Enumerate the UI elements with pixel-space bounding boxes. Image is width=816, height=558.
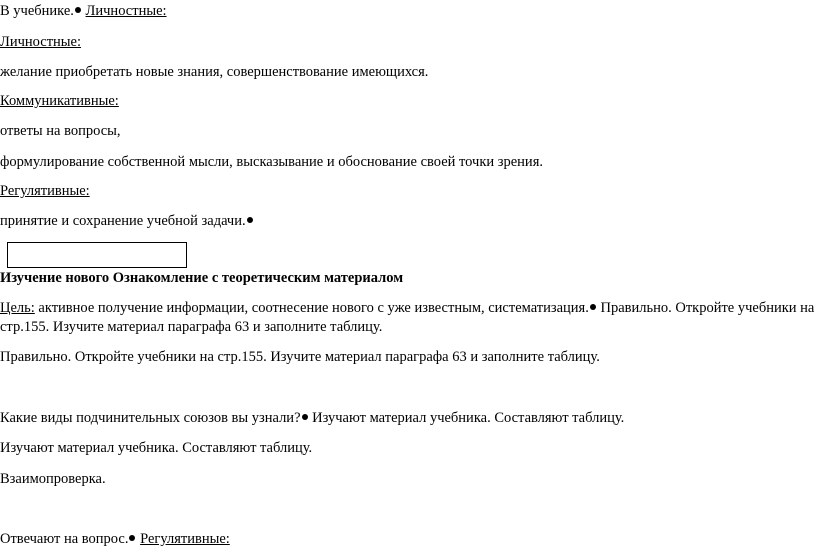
answers-text: ответы на вопросы, [0, 123, 121, 139]
goal-after-text: Правильно. Откройте учебники на [600, 300, 815, 316]
formulation-text: формулирование собственной мысли, высказывание и обоснование своей точки зрения. [0, 154, 543, 170]
study-text: Изучают материал учебника. Составляют таблицу. [0, 440, 313, 456]
bullet-icon [590, 304, 596, 310]
goal-line-continuation: стр.155. Изучите материал параграфа 63 и заполните таблицу. [0, 319, 383, 335]
communicative-heading: Коммуникативные: [0, 93, 119, 109]
peer-review-text: Взаимопроверка. [0, 471, 106, 487]
goal-text: активное получение информации, соотнесение нового с уже известным, систематизация. [38, 300, 589, 316]
line-1 [0, 2, 167, 20]
task-text-content: принятие и сохранение учебной задачи. [0, 213, 246, 229]
answer-text: Отвечают на вопрос. [0, 531, 129, 547]
regulatory-heading: Регулятивные: [0, 183, 90, 199]
question-line [0, 409, 624, 427]
section-title: Изучение нового Ознакомление с теоретическим материалом [0, 270, 404, 286]
bullet-icon [247, 217, 253, 223]
question-after-text: Изучают материал учебника. Составляют таблицу. [312, 410, 625, 426]
task-text [0, 212, 254, 230]
bullet-icon [302, 414, 308, 420]
personal-text: желание приобретать новые знания, совершенствование имеющихся. [0, 64, 429, 80]
bullet-icon [129, 535, 135, 541]
personal-heading: Личностные: [0, 34, 81, 50]
goal-line [0, 299, 815, 317]
bullet-icon [75, 7, 81, 13]
goal-label: Цель: [0, 300, 35, 316]
empty-frame [7, 242, 187, 268]
instruction-text: Правильно. Откройте учебники на стр.155. Изучите материал параграфа 63 и заполните таблицу. [0, 349, 600, 365]
text-in-textbook: В учебнике. [0, 3, 74, 19]
last-line [0, 530, 230, 548]
personal-heading-link: Личностные: [85, 3, 167, 19]
question-text: Какие виды подчинительных союзов вы узнали? [0, 410, 301, 426]
regulatory-link: Регулятивные: [140, 531, 230, 547]
